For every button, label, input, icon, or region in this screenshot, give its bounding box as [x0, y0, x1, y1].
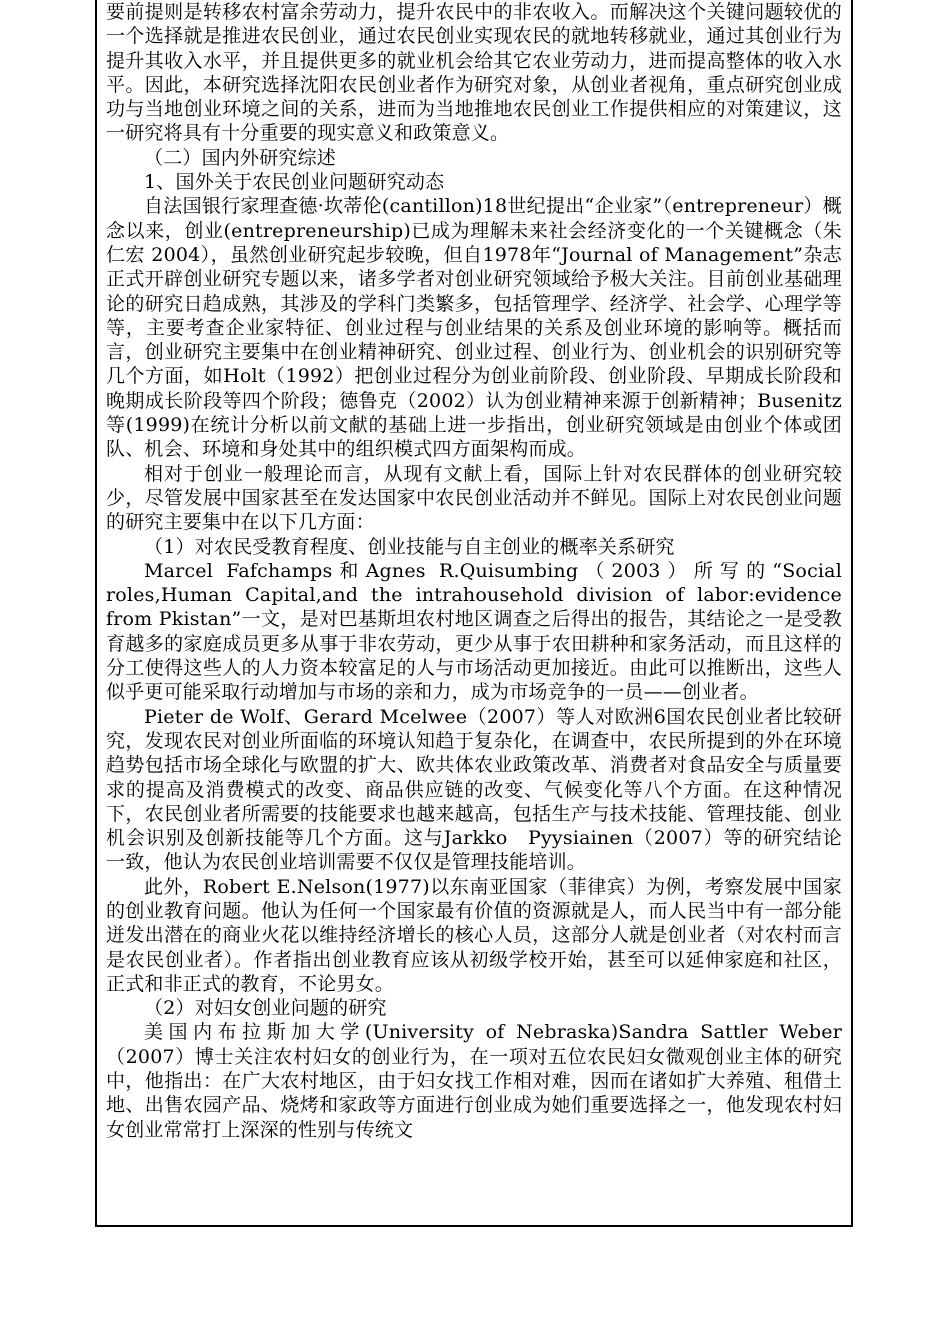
- paragraph-fafchamps-quisumbing: Marcel Fafchamps和Agnes R.Quisumbing（2003）所写的“Social roles,Human Capital,and the intrahousehold division of labor:evidence from Pkistan”一文，是对巴基斯坦农村地区调查之后得出的报告，其结论之一是受教育越多的家庭成员更多从事于非农劳动，更少从事于农田耕种和家务活动，而且这样的分工使得这些人的人力资本较富足的人与市场活动更加接近。由此可以推断出，这些人似乎更可能采取行动增加与市场的亲和力，成为市场竞争的一员——创业者。: [106, 559, 842, 704]
- subsection-heading-foreign-research: 1、国外关于农民创业问题研究动态: [144, 171, 445, 194]
- paragraph-weber: 美国内布拉斯加大学(University of Nebraska)Sandra Sattler Weber（2007）博士关注农村妇女的创业行为，在一项对五位农民妇女微观创业主体的研究中，他指出：在广大农村地区，由于妇女找工作相对难，因而在诸如扩大养殖、租借土地、出售农园产品、烧烤和家政等方面进行创业成为她们重要选择之一，他发现农村妇女创业常常打上深深的性别与传统文: [106, 1021, 842, 1141]
- paragraph-farmer-research-overview: 相对于创业一般理论而言，从现有文献上看，国际上针对农民群体的创业研究较少，尽管发展中国家甚至在发达国家中农民创业活动并不鲜见。国际上对农民创业问题的研究主要集中在以下几方面：: [106, 462, 842, 534]
- page-frame: [95, 0, 853, 1227]
- paragraph-nelson: 此外，Robert E.Nelson(1977)以东南亚国家（菲律宾）为例，考察发展中国家的创业教育问题。他认为任何一个国家最有价值的资源就是人，而人民当中有一部分能迸发出潜在的商业火花以维持经济增长的核心人员，这部分人就是创业者（对农村而言是农民创业者）。作者指出创业教育应该从初级学校开始，甚至可以延伸家庭和社区，正式和非正式的教育，不论男女。: [106, 875, 842, 995]
- document-body: [106, 0, 842, 1142]
- topic-heading-education-skills: （1）对农民受教育程度、创业技能与自主创业的概率关系研究: [144, 535, 675, 558]
- paragraph-intro-continuation: 要前提则是转移农村富余劳动力，提升农民中的非农收入。而解决这个关键问题较优的一个选择就是推进农民创业，通过农民创业实现农民的就地转移就业，通过其创业行为提升其收入水平，并且提供更多的就业机会给其它农业劳动力，进而提高整体的收入水平。因此，本研究选择沈阳农民创业者作为研究对象，从创业者视角，重点研究创业成功与当地创业环境之间的关系，进而为当地推地农民创业工作提供相应的对策建议，这一研究将具有十分重要的现实意义和政策意义。: [106, 1, 842, 145]
- paragraph-entrepreneurship-concept: 自法国银行家理查德·坎蒂伦(cantillon)18世纪提出“企业家”（entrepreneur）概念以来，创业(entrepreneurship)已成为理解未来社会经济变化的一个关键概念（朱仁宏 2004），虽然创业研究起步较晚，但自1978年“Journal of Management”杂志正式开辟创业研究专题以来，诸多学者对创业研究领域给予极大关注。目前创业基础理论的研究日趋成熟，其涉及的学科门类繁多，包括管理学、经济学、社会学、心理学等等，主要考查企业家特征、创业过程与创业结果的关系及创业环境的影响等。概括而言，创业研究主要集中在创业精神研究、创业过程、创业行为、创业机会的识别研究等几个方面，如Holt（1992）把创业过程分为创业前阶段、创业阶段、早期成长阶段和晚期成长阶段等四个阶段；德鲁克（2002）认为创业精神来源于创新精神；Busenitz等(1999)在统计分析以前文献的基础上进一步指出，创业研究领域是由创业个体或团队、机会、环境和身处其中的组织模式四方面架构而成。: [106, 195, 842, 461]
- topic-heading-women-entrepreneurship: （2）对妇女创业问题的研究: [144, 997, 387, 1020]
- paragraph-de-wolf-mcelwee: Pieter de Wolf、Gerard Mcelwee（2007）等人对欧洲6国农民创业者比较研究，发现农民对创业所面临的环境认知趋于复杂化，在调查中，农民所提到的外在环境趋势包括市场全球化与欧盟的扩大、欧共体农业政策改革、消费者对食品安全与质量要求的提高及消费模式的改变、商品供应链的改变、气候变化等八个方面。在这种情况下，农民创业者所需要的技能要求也越来越高，包括生产与技术技能、管理技能、创业机会识别及创新技能等几个方面。这与Jarkko Pyysiainen（2007）等的研究结论一致，他认为农民创业培训需要不仅仅是管理技能培训。: [106, 705, 842, 874]
- section-heading-literature-review: （二）国内外研究综述: [144, 146, 337, 169]
